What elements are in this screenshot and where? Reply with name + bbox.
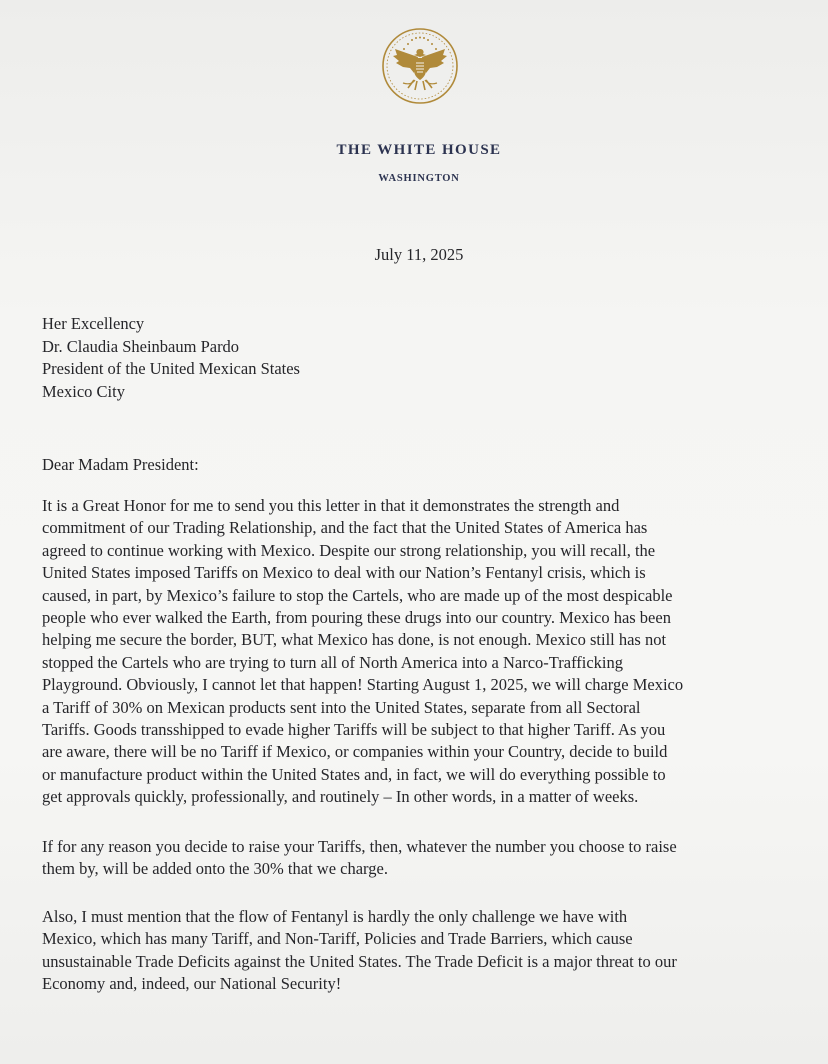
paragraph-line: a Tariff of 30% on Mexican products sent into the United States, separate from all Sectoral bbox=[42, 697, 641, 717]
paragraph-line: United States imposed Tariffs on Mexico to deal with our Nation’s Fentanyl crisis, which is bbox=[42, 563, 646, 583]
paragraph-line: get approvals quickly, professionally, and routinely – In other words, in a matter of weeks. bbox=[42, 787, 639, 807]
paragraph-line: agreed to continue working with Mexico. Despite our strong relationship, you will recall, the bbox=[42, 540, 656, 560]
paragraph-line: If for any reason you decide to raise your Tariffs, then, whatever the number you choose to raise bbox=[42, 837, 677, 856]
paragraph-line: unsustainable Trade Deficits against the United States. The Trade Deficit is a major threat to our bbox=[42, 951, 677, 971]
paragraph-line: helping me secure the border, BUT, what Mexico has done, is not enough. Mexico still has not bbox=[42, 630, 667, 650]
paragraph-line: Economy and, indeed, our National Security! bbox=[42, 974, 342, 994]
recipient-line: Her Excellency bbox=[42, 314, 145, 333]
body-paragraph bbox=[42, 906, 802, 996]
letterhead-title: THE WHITE HOUSE bbox=[336, 142, 502, 158]
recipient-line: Dr. Claudia Sheinbaum Pardo bbox=[42, 336, 240, 356]
recipient-line: Mexico City bbox=[42, 381, 125, 401]
paragraph-line: or manufacture product within the United States and, in fact, we will do everything possible to bbox=[42, 764, 666, 784]
letterhead-subtitle: WASHINGTON bbox=[378, 173, 460, 184]
letter-date: July 11, 2025 bbox=[374, 245, 464, 264]
body-paragraph bbox=[42, 836, 802, 881]
paragraph-line: stopped the Cartels who are trying to turn all of North America into a Narco-Trafficking bbox=[42, 652, 624, 672]
paragraph-line: It is a Great Honor for me to send you this letter in that it demonstrates the strength and bbox=[42, 496, 620, 515]
recipient-line: President of the United Mexican States bbox=[42, 359, 300, 378]
recipient-address bbox=[42, 313, 300, 403]
paragraph-line: Mexico, which has many Tariff, and Non-Tariff, Policies and Trade Barriers, which cause bbox=[42, 929, 633, 949]
paragraph-line: them by, will be added onto the 30% that we charge. bbox=[42, 859, 388, 879]
paragraph-line: Playground. Obviously, I cannot let that happen! Starting August 1, 2025, we will charge Mexico bbox=[42, 675, 684, 695]
paragraph-line: Also, I must mention that the flow of Fentanyl is hardly the only challenge we have with bbox=[42, 907, 628, 926]
paragraph-line: commitment of our Trading Relationship, and the fact that the United States of America has bbox=[42, 518, 648, 538]
paragraph-line: people who ever walked the Earth, from pouring these drugs into our country. Mexico has been bbox=[42, 608, 671, 628]
paragraph-line: caused, in part, by Mexico’s failure to stop the Cartels, who are made up of the most despicable bbox=[42, 585, 673, 605]
paragraph-line: Tariffs. Goods transshipped to evade higher Tariffs will be subject to that higher Tariff. As you bbox=[42, 720, 666, 740]
salutation: Dear Madam President: bbox=[42, 455, 199, 474]
paragraph-line: are aware, there will be no Tariff if Mexico, or companies within your Country, decide to build bbox=[42, 742, 668, 762]
body-paragraph bbox=[42, 495, 802, 809]
presidential-seal-icon bbox=[381, 27, 459, 105]
